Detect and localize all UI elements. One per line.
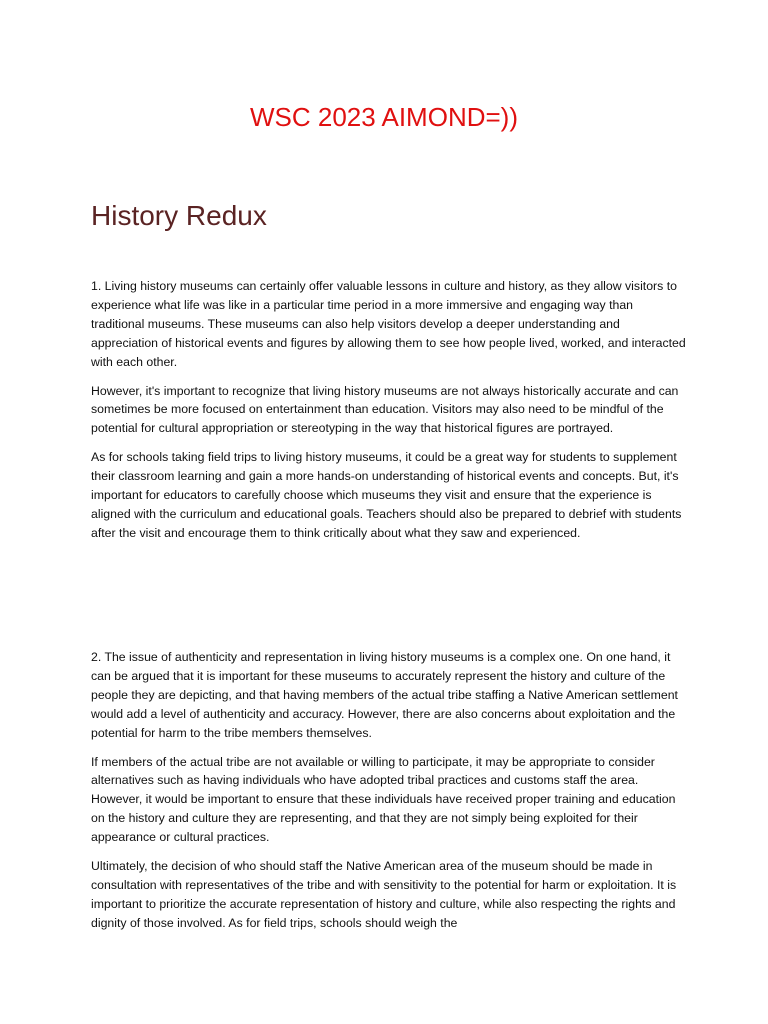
section-heading: History Redux: [91, 200, 267, 231]
answer-1: [91, 277, 687, 553]
document-title: WSC 2023 AIMOND=)): [249, 102, 518, 132]
paragraph: 2. The issue of authenticity and representation in living history museums is a complex one. On one hand, it can be argued that it is important for these museums to accurately represent the history and culture of the people they are depicting, and that having members of the actual tribe staffing a Native American settlement would add a level of authenticity and accuracy. However, there are also concerns about exploitation and the potential for harm to the tribe members themselves.: [91, 650, 678, 740]
paragraph: Ultimately, the decision of who should staff the Native American area of the museum should be made in consultation with representatives of the tribe and with sensitivity to the potential for harm or exploitation. It is important to prioritize the accurate representation of history and culture, while also respecting the rights and dignity of those involved. As for field trips, schools should weigh the: [91, 859, 677, 930]
paragraph: As for schools taking field trips to living history museums, it could be a great way for students to supplement their classroom learning and gain a more hands-on understanding of historical events and concepts. But, it's important for educators to carefully choose which museums they visit and ensure that the experience is aligned with the curriculum and educational goals. Teachers should also be prepared to debrief with students after the visit and encourage them to think critically about what they saw and experienced.: [91, 450, 682, 540]
paragraph: If members of the actual tribe are not available or willing to participate, it may be appropriate to consider alternatives such as having individuals who have adopted tribal practices and customs staff the area. However, it would be important to ensure that these individuals have received proper training and education on the history and culture they are representing, and that they are not simply being exploited for their appearance or cultural practices.: [91, 754, 676, 845]
paragraph: 1. Living history museums can certainly offer valuable lessons in culture and history, as they allow visitors to experience what life was like in a particular time period in a more immersive and engaging way than traditional museums. These museums can also help visitors develop a deeper understanding and appreciation of historical events and figures by allowing them to see how people lived, worked, and interacted with each other.: [91, 279, 686, 369]
paragraph: However, it's important to recognize that living history museums are not always historically accurate and can sometimes be more focused on entertainment than education. Visitors may also need to be mindful of the potential for cultural appropriation or stereotyping in the way that historical figures are portrayed.: [91, 383, 679, 436]
answer-2: [91, 648, 687, 943]
